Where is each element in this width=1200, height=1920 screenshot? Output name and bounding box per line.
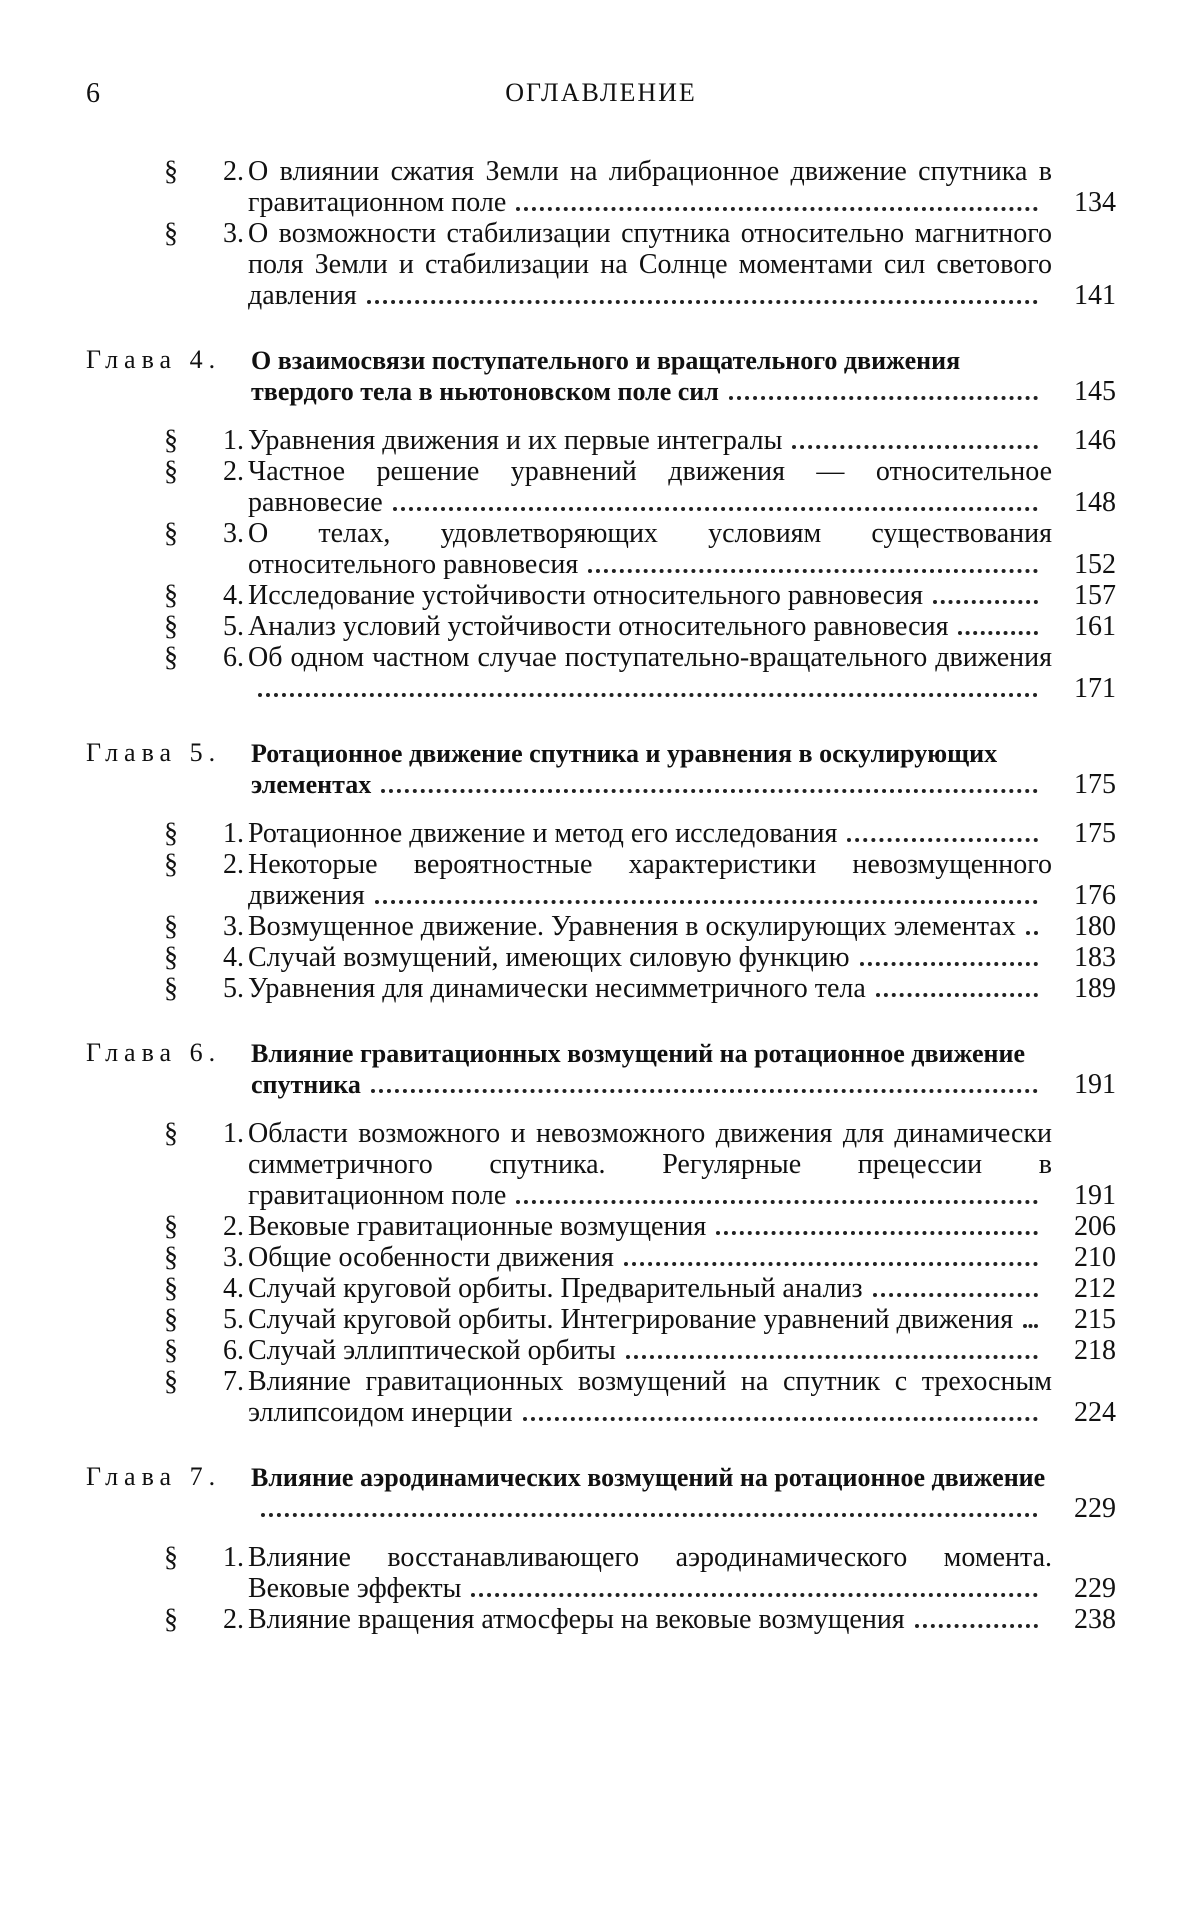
- section-page-number: 175: [1074, 818, 1116, 849]
- section-page-number: 212: [1074, 1273, 1116, 1304]
- toc-section-entry: [86, 942, 1116, 973]
- section-symbol: §: [164, 1542, 178, 1573]
- section-title-text: Влияние гравитационных возмущений на спутник с трехосным эллипсоидом инерции: [248, 1366, 1052, 1428]
- toc-section-entry: [86, 518, 1116, 580]
- dot-leader: [393, 503, 1038, 511]
- section-title: [248, 611, 1052, 642]
- section-title: [248, 1118, 1052, 1211]
- dot-leader: [626, 1351, 1038, 1359]
- dot-leader: [375, 896, 1038, 904]
- section-page-number: 161: [1074, 611, 1116, 642]
- chapter-title-text: Ротационное движение спутника и уравнения в оскулирующих элементах: [251, 739, 998, 799]
- toc-chapter: [86, 345, 1116, 704]
- section-page-number: 210: [1074, 1242, 1116, 1273]
- section-title-text: Общие особенности движения: [248, 1242, 614, 1273]
- dot-leader: [624, 1258, 1038, 1266]
- section-page-number: 180: [1074, 911, 1116, 942]
- dot-leader: [847, 834, 1038, 842]
- section-title: [248, 942, 1052, 973]
- section-title: [248, 580, 1052, 611]
- section-symbol: §: [164, 425, 178, 456]
- dot-leader: [367, 296, 1038, 304]
- section-symbol: §: [164, 1118, 178, 1149]
- section-page-number: 148: [1074, 487, 1116, 518]
- toc-section-entry: [86, 580, 1116, 611]
- dot-leader: [258, 689, 1038, 697]
- chapter-label: Глава 7.: [86, 1462, 222, 1491]
- toc-section-entry: [86, 911, 1116, 942]
- section-page-number: 176: [1074, 880, 1116, 911]
- section-title: [248, 1542, 1052, 1604]
- section-symbol: §: [164, 1273, 178, 1304]
- section-title-text: Влияние вращения атмосферы на вековые возмущения: [248, 1604, 905, 1635]
- section-title: [248, 156, 1052, 218]
- section-number: 2.: [223, 1211, 244, 1242]
- toc-section-entry: [86, 1542, 1116, 1604]
- section-symbol: §: [164, 1304, 178, 1335]
- dot-leader: [523, 1413, 1038, 1421]
- dot-leader: [860, 958, 1038, 966]
- section-title-text: Случай возмущений, имеющих силовую функцию: [248, 942, 850, 973]
- section-page-number: 215: [1074, 1304, 1116, 1335]
- chapter-page-number: 175: [1074, 769, 1116, 800]
- section-number: 3.: [223, 518, 244, 549]
- toc-section-entry: [86, 1366, 1116, 1428]
- chapter-page-number: 191: [1074, 1069, 1116, 1100]
- section-symbol: §: [164, 1366, 178, 1397]
- section-title-text: Анализ условий устойчивости относительного равновесия: [248, 611, 949, 642]
- section-symbol: §: [164, 818, 178, 849]
- section-page-number: 189: [1074, 973, 1116, 1004]
- section-symbol: §: [164, 456, 178, 487]
- dot-leader: [471, 1589, 1038, 1597]
- section-page-number: 229: [1074, 1573, 1116, 1604]
- section-title: [248, 911, 1052, 942]
- section-number: 4.: [223, 1273, 244, 1304]
- section-page-number: 206: [1074, 1211, 1116, 1242]
- section-title: [248, 456, 1052, 518]
- chapter-page-number: 145: [1074, 376, 1116, 407]
- section-number: 2.: [223, 849, 244, 880]
- section-title-text: Уравнения для динамически несимметричного тела: [248, 973, 866, 1004]
- section-title: [248, 1335, 1052, 1366]
- toc-section-entry: [86, 611, 1116, 642]
- toc-section-entry: [86, 818, 1116, 849]
- dot-leader: [933, 596, 1038, 604]
- section-page-number: 157: [1074, 580, 1116, 611]
- chapter-heading: [86, 345, 1116, 407]
- section-page-number: 134: [1074, 187, 1116, 218]
- chapter-title-text: О взаимосвязи поступательного и вращательного движения твердого тела в ньютоновском поле сил: [251, 346, 961, 406]
- chapter-title: [251, 345, 1052, 407]
- dot-leader: [261, 1509, 1038, 1517]
- toc-section-entry: [86, 456, 1116, 518]
- section-page-number: 146: [1074, 425, 1116, 456]
- chapter-title-text: Влияние гравитационных возмущений на ротационное движение спутника: [251, 1039, 1026, 1099]
- dot-leader: [792, 441, 1038, 449]
- dot-leader: [876, 989, 1038, 997]
- section-title-text: Влияние восстанавливающего аэродинамического момента. Вековые эффекты: [248, 1542, 1052, 1604]
- dot-leader: [371, 1085, 1038, 1093]
- toc-section-entry: [86, 156, 1116, 218]
- section-number: 2.: [223, 456, 244, 487]
- chapter-title: [251, 1462, 1052, 1524]
- toc-section-entry: [86, 1335, 1116, 1366]
- section-symbol: §: [164, 849, 178, 880]
- toc-section-entry: [86, 849, 1116, 911]
- section-number: 2.: [223, 156, 244, 187]
- section-title: [248, 1604, 1052, 1635]
- page-number: 6: [86, 78, 100, 109]
- section-title: [248, 818, 1052, 849]
- dot-leader: [958, 627, 1038, 635]
- section-title: [248, 1242, 1052, 1273]
- section-title: [248, 1211, 1052, 1242]
- running-title: ОГЛАВЛЕНИЕ: [505, 78, 697, 107]
- section-symbol: §: [164, 218, 178, 249]
- section-symbol: §: [164, 156, 178, 187]
- section-symbol: §: [164, 942, 178, 973]
- chapter-label: Глава 4.: [86, 345, 222, 374]
- dot-leader: [716, 1227, 1038, 1235]
- section-title: [248, 1273, 1052, 1304]
- section-title-text: Возмущенное движение. Уравнения в оскулирующих элементах: [248, 911, 1016, 942]
- section-title: [248, 1366, 1052, 1428]
- section-number: 4.: [223, 580, 244, 611]
- chapter-heading: [86, 738, 1116, 800]
- section-number: 3.: [223, 911, 244, 942]
- section-title: [248, 1304, 1052, 1335]
- section-page-number: 171: [1074, 673, 1116, 704]
- toc-section-entry: [86, 218, 1116, 311]
- section-page-number: 224: [1074, 1397, 1116, 1428]
- dot-leader: [915, 1620, 1038, 1628]
- section-page-number: 238: [1074, 1604, 1116, 1635]
- section-page-number: 218: [1074, 1335, 1116, 1366]
- section-title: [248, 218, 1052, 311]
- section-symbol: §: [164, 1335, 178, 1366]
- section-symbol: §: [164, 580, 178, 611]
- section-number: 6.: [223, 642, 244, 673]
- toc-section-entry: [86, 1211, 1116, 1242]
- section-number: 3.: [223, 218, 244, 249]
- section-number: 4.: [223, 942, 244, 973]
- toc-section-entry: [86, 642, 1116, 704]
- dot-leader: [381, 785, 1038, 793]
- toc-section-entry: [86, 973, 1116, 1004]
- section-number: 7.: [223, 1366, 244, 1397]
- section-title-text: Вековые гравитационные возмущения: [248, 1211, 707, 1242]
- section-symbol: §: [164, 911, 178, 942]
- section-symbol: §: [164, 518, 178, 549]
- section-title-text: Уравнения движения и их первые интегралы: [248, 425, 783, 456]
- chapter-heading: [86, 1462, 1116, 1524]
- section-number: 5.: [223, 611, 244, 642]
- section-page-number: 141: [1074, 280, 1116, 311]
- section-number: 1.: [223, 1542, 244, 1573]
- dot-leader: [729, 392, 1038, 400]
- toc-section-entry: [86, 425, 1116, 456]
- table-of-contents: [86, 156, 1116, 1635]
- chapter-label: Глава 6.: [86, 1038, 222, 1067]
- section-symbol: §: [164, 1242, 178, 1273]
- toc-section-entry: [86, 1304, 1116, 1335]
- toc-section-entry: [86, 1242, 1116, 1273]
- section-title: [248, 518, 1052, 580]
- section-symbol: §: [164, 642, 178, 673]
- section-title: [248, 642, 1052, 704]
- section-number: 1.: [223, 818, 244, 849]
- section-title-text: Области возможного и невозможного движения для динамически симметричного спутника. Регулярные прецессии в гравитационном поле: [248, 1118, 1052, 1211]
- chapter-label: Глава 5.: [86, 738, 222, 767]
- section-number: 3.: [223, 1242, 244, 1273]
- section-title-text: Случай круговой орбиты. Предварительный анализ: [248, 1273, 863, 1304]
- section-title-text: Некоторые вероятностные характеристики невозмущенного движения: [248, 849, 1052, 911]
- section-title-text: Частное решение уравнений движения — относительное равновесие: [248, 456, 1052, 518]
- section-number: 1.: [223, 425, 244, 456]
- section-page-number: 152: [1074, 549, 1116, 580]
- section-title-text: О телах, удовлетворяющих условиям существования относительного равновесия: [248, 518, 1052, 580]
- section-symbol: §: [164, 1604, 178, 1635]
- section-page-number: 191: [1074, 1180, 1116, 1211]
- section-number: 5.: [223, 1304, 244, 1335]
- toc-chapter: [86, 1462, 1116, 1635]
- section-number: 1.: [223, 1118, 244, 1149]
- chapter-title-text: Влияние аэродинамических возмущений на ротационное движение: [251, 1463, 1046, 1492]
- toc-section-entry: [86, 1604, 1116, 1635]
- dot-leader: [1026, 927, 1038, 935]
- toc-continued-sections: [86, 156, 1116, 311]
- section-title-text: Случай эллиптической орбиты: [248, 1335, 616, 1366]
- dot-leader: [516, 203, 1038, 211]
- section-symbol: §: [164, 973, 178, 1004]
- chapter-title: [251, 738, 1052, 800]
- section-title-text: О влиянии сжатия Земли на либрационное движение спутника в гравитационном поле: [248, 156, 1052, 218]
- section-title-text: Ротационное движение и метод его исследования: [248, 818, 838, 849]
- section-number: 6.: [223, 1335, 244, 1366]
- section-title-text: О возможности стабилизации спутника относительно магнитного поля Земли и стабилизации на Солнце моментами сил светового давления: [248, 218, 1052, 311]
- section-symbol: §: [164, 611, 178, 642]
- section-title-text: Исследование устойчивости относительного равновесия: [248, 580, 923, 611]
- section-symbol: §: [164, 1211, 178, 1242]
- toc-section-entry: [86, 1273, 1116, 1304]
- section-title-text: Об одном частном случае поступательно-вращательного движения: [248, 642, 1052, 673]
- toc-chapter: [86, 738, 1116, 1004]
- page-header: [86, 78, 1116, 118]
- dot-leader: [588, 565, 1038, 573]
- section-page-number: 183: [1074, 942, 1116, 973]
- dot-leader: [516, 1196, 1038, 1204]
- dot-leader: [873, 1289, 1038, 1297]
- toc-section-entry: [86, 1118, 1116, 1211]
- chapter-page-number: 229: [1074, 1493, 1116, 1524]
- section-title: [248, 425, 1052, 456]
- section-title: [248, 849, 1052, 911]
- section-number: 5.: [223, 973, 244, 1004]
- toc-chapter: [86, 1038, 1116, 1428]
- section-title-text: Случай круговой орбиты. Интегрирование уравнений движения: [248, 1304, 1014, 1335]
- section-number: 2.: [223, 1604, 244, 1635]
- chapter-heading: [86, 1038, 1116, 1100]
- chapter-title: [251, 1038, 1052, 1100]
- dot-leader: [1023, 1320, 1038, 1328]
- section-title: [248, 973, 1052, 1004]
